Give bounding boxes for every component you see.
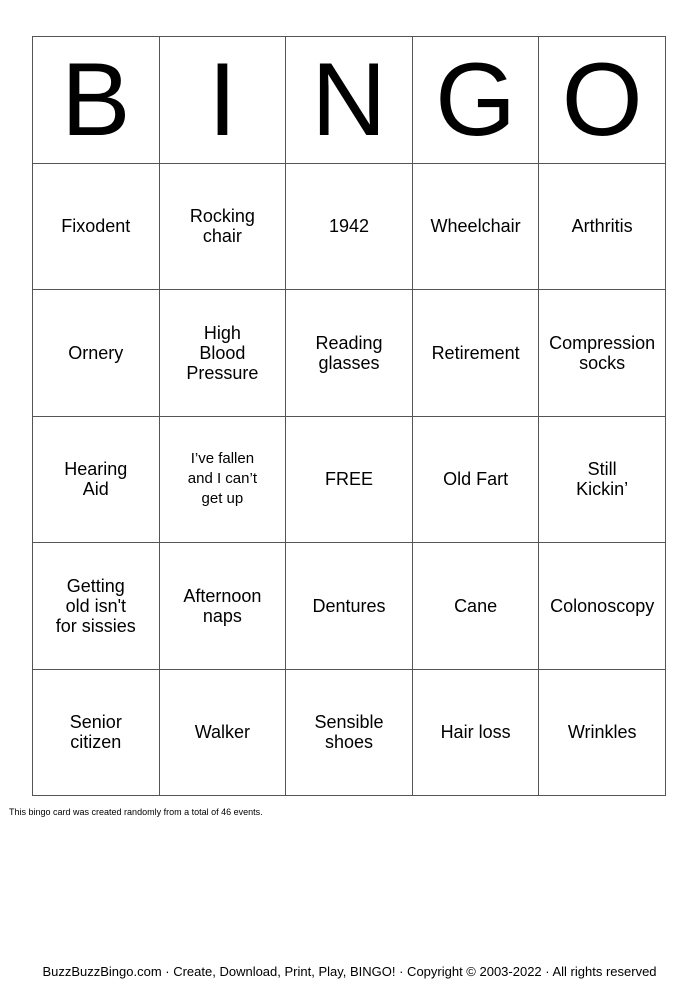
card-row (33, 669, 666, 796)
bingo-cell: Wrinkles (539, 669, 666, 796)
bingo-cell: Senior citizen (33, 669, 160, 796)
bingo-cell: Compression socks (539, 290, 666, 417)
bingo-cell: Sensible shoes (286, 669, 413, 796)
bingo-cell: High Blood Pressure (159, 290, 286, 417)
card-row (33, 290, 666, 417)
card-row (33, 416, 666, 543)
bingo-cell: Rocking chair (159, 163, 286, 290)
bingo-cell: Ornery (33, 290, 160, 417)
bingo-cell: 1942 (286, 163, 413, 290)
bingo-cell: Colonoscopy (539, 543, 666, 670)
header-letter: O (539, 37, 666, 164)
bingo-cell: Walker (159, 669, 286, 796)
bingo-cell: Cane (412, 543, 539, 670)
card-note: This bingo card was created randomly from a total of 46 events. (9, 807, 263, 817)
bingo-cell: Retirement (412, 290, 539, 417)
header-letter: B (33, 37, 160, 164)
header-letter: I (159, 37, 286, 164)
card-row (33, 543, 666, 670)
page-footer: BuzzBuzzBingo.com · Create, Download, Print, Play, BINGO! · Copyright © 2003-2022 · All rights reserved (42, 964, 657, 979)
bingo-cell: Reading glasses (286, 290, 413, 417)
bingo-cell: Wheelchair (412, 163, 539, 290)
bingo-cell: Arthritis (539, 163, 666, 290)
bingo-cell: I’ve fallen and I can’t get up (159, 416, 286, 543)
bingo-cell: Afternoon naps (159, 543, 286, 670)
bingo-card (32, 36, 666, 796)
bingo-cell: Old Fart (412, 416, 539, 543)
header-row (33, 37, 666, 164)
free-cell: FREE (286, 416, 413, 543)
bingo-cell: Fixodent (33, 163, 160, 290)
bingo-cell: Dentures (286, 543, 413, 670)
bingo-cell: Hair loss (412, 669, 539, 796)
bingo-cell: Hearing Aid (33, 416, 160, 543)
bingo-cell: Getting old isn't for sissies (33, 543, 160, 670)
bingo-cell: Still Kickin’ (539, 416, 666, 543)
header-letter: N (286, 37, 413, 164)
card-row (33, 163, 666, 290)
header-letter: G (412, 37, 539, 164)
